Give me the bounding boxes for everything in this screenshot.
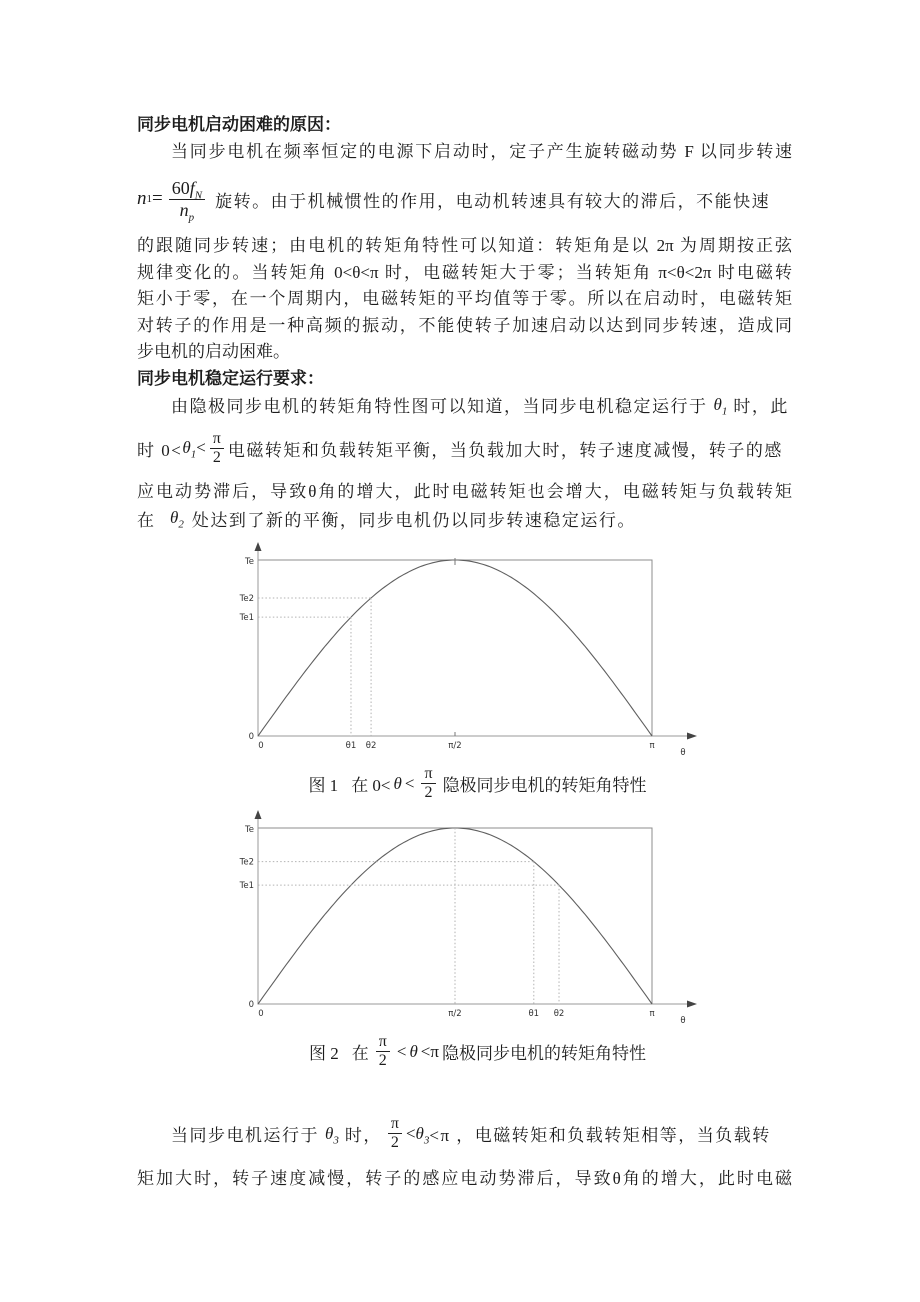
svg-text:0: 0 xyxy=(258,1008,264,1019)
heading-stable-operation: 同步电机稳定运行要求： xyxy=(137,368,324,388)
svg-text:π: π xyxy=(649,1008,655,1019)
p2-line3: 应电动势滞后，导致θ角的增大，此时电磁转矩也会增大，电磁转矩与负载转矩 xyxy=(137,482,792,501)
svg-text:0: 0 xyxy=(258,740,264,751)
p1-formula-line xyxy=(137,165,792,233)
svg-text:Te2: Te2 xyxy=(239,593,254,604)
p1-line6: 对转子的作用是一种高频的振动，不能使转子加速启动以达到同步转速，造成同 xyxy=(137,315,792,335)
figure1-svg xyxy=(225,539,705,761)
theta-symbol: θ xyxy=(393,773,402,793)
p3-line1: 当同步电机运行于 $\theta_3$ 时， $\frac{\pi}{2}$ < $\theta_3$ <π ，电磁转矩和负载转矩相等，当负载转 xyxy=(171,1115,771,1151)
pi-over-2-fraction: $\frac{\pi}{2}$ xyxy=(421,765,435,802)
pi-over-2-fraction: $\frac{\pi}{2}$ xyxy=(388,1115,402,1152)
pi-over-2-fraction: $\frac{\pi}{2}$ xyxy=(210,430,224,467)
svg-text:Te: Te xyxy=(245,556,254,567)
svg-text:0: 0 xyxy=(248,999,254,1010)
svg-text:π: π xyxy=(649,740,655,751)
formula-equals: = xyxy=(152,188,163,209)
p2-line2: 时 0< $\theta_1$ < $\frac{\pi}{2}$ 电磁转矩和负载转矩平衡，当负载加大时，转子速度减慢，转子的感 xyxy=(137,429,783,466)
p2-line1: 由隐极同步电机的转矩角特性图可以知道，当同步电机稳定运行于 $\theta_1$ 时，此 xyxy=(171,394,789,417)
svg-text:θ2: θ2 xyxy=(553,1008,565,1019)
p3-line2: 矩加大时，转子速度减慢，转子的感应电动势滞后，导致θ角的增大，此时电磁 xyxy=(137,1168,792,1188)
figure1-caption: 图 1 在 0< θ < $\frac{\pi}{2}$ 隐极同步电机的转矩角特性 xyxy=(308,765,647,801)
figure2-caption: 图 2 在 $\frac{\pi}{2}$ < θ <π 隐极同步电机的转矩角特性 xyxy=(309,1033,646,1069)
figure2-torque-angle-chart xyxy=(225,807,705,1029)
p1-line7: 步电机的启动困难。 xyxy=(137,342,290,361)
p1-line5: 矩小于零，在一个周期内，电磁转矩的平均值等于零。所以在启动时，电磁转矩 xyxy=(137,289,792,308)
p2-line4: 在 $\theta_2$ 处达到了新的平衡，同步电机仍以同步转速稳定运行。 xyxy=(137,508,636,531)
theta3-symbol: $\theta_3$ xyxy=(325,1123,339,1146)
formula-denominator: $n_p$ xyxy=(179,199,195,224)
svg-text:θ2: θ2 xyxy=(365,740,377,751)
svg-text:θ: θ xyxy=(680,1015,686,1026)
svg-text:Te1: Te1 xyxy=(239,612,254,623)
formula-n1: n 1 = $\frac{60f_N}{n_p}$ xyxy=(137,178,207,219)
svg-text:0: 0 xyxy=(248,731,254,742)
svg-text:Te: Te xyxy=(245,824,254,835)
theta-symbol: θ xyxy=(409,1041,418,1061)
svg-text:π/2: π/2 xyxy=(448,740,462,751)
svg-text:θ1: θ1 xyxy=(345,740,357,751)
figure2-svg xyxy=(225,807,705,1029)
svg-text:Te2: Te2 xyxy=(239,857,254,868)
svg-text:θ1: θ1 xyxy=(528,1008,540,1019)
formula-numerator: $60f_N$ xyxy=(169,178,205,199)
figure1-torque-angle-chart xyxy=(225,539,705,761)
svg-text:θ: θ xyxy=(680,747,686,758)
theta1-symbol: $\theta_1$ xyxy=(713,394,728,417)
svg-text:Te1: Te1 xyxy=(239,880,254,891)
p1-line1: 当同步电机在频率恒定的电源下启动时，定子产生旋转磁动势 F 以同步转速 xyxy=(171,141,792,161)
p1-line2-text: 旋转。由于机械惯性的作用，电动机转速具有较大的滞后，不能快速 xyxy=(215,191,771,211)
heading-start-difficulty: 同步电机启动困难的原因： xyxy=(137,115,341,134)
theta2-symbol: $\theta_2$ xyxy=(170,508,184,531)
formula-n: n xyxy=(137,188,147,209)
theta3-symbol: $\theta_3$ xyxy=(415,1123,430,1146)
pi-over-2-fraction: $\frac{\pi}{2}$ xyxy=(376,1033,390,1070)
svg-text:π/2: π/2 xyxy=(448,1008,462,1019)
theta1-symbol: $\theta_1$ xyxy=(182,438,197,461)
p1-line4: 规律变化的。当转矩角 0<θ<π 时，电磁转矩大于零；当转矩角 π<θ<2π 时电磁转 xyxy=(137,262,792,282)
p1-line3: 的跟随同步转速；由电机的转矩角特性可以知道：转矩角是以 2π 为周期按正弦 xyxy=(137,236,792,255)
